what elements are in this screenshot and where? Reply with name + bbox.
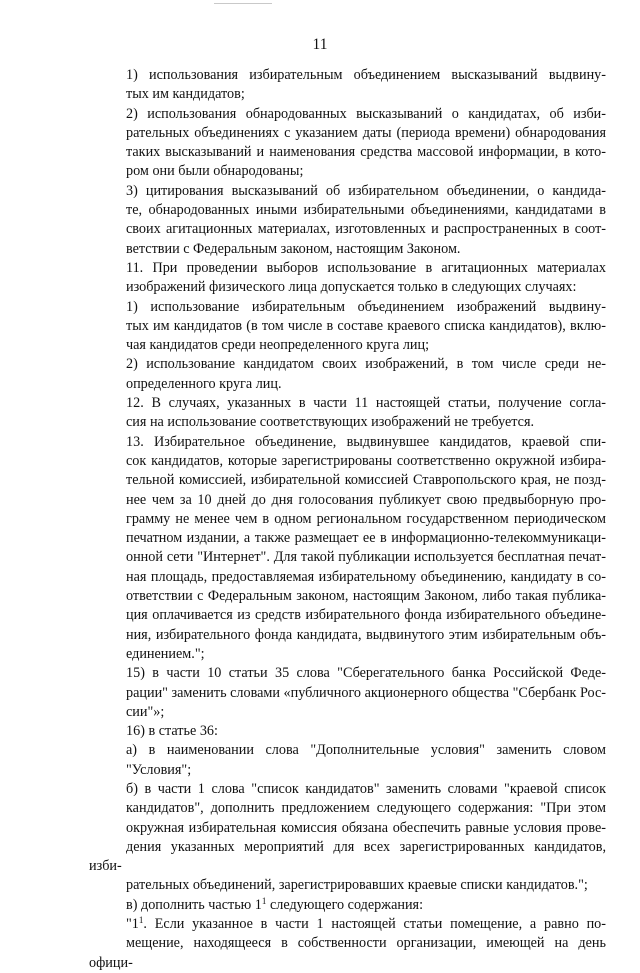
line: ния, избирательного фонда кандидата, выдвинутого этим избирательным объ- xyxy=(126,626,606,643)
paragraph-10 xyxy=(89,722,606,741)
line: окружная избирательная комиссия обязана обеспечить равные условия прове- xyxy=(126,819,606,836)
line: изображений физического лица допускается только в следующих случаях: xyxy=(126,279,577,296)
line: те, обнародованных иными избирательными объединениями, кандидатами в xyxy=(126,202,606,219)
paragraph-7 xyxy=(89,394,606,433)
line: тых им кандидатов; xyxy=(126,86,245,103)
line: рательных объединениях с указанием даты (периода времени) обнародования xyxy=(126,124,606,141)
line: 1) использования избирательным объединением высказываний выдвину- xyxy=(126,67,606,83)
line: 2) использование кандидатом своих изображений, в том числе среди не- xyxy=(126,356,606,373)
line: 12. В случаях, указанных в части 11 настоящей статьи, получение согла- xyxy=(126,395,606,412)
paragraph-11 xyxy=(89,741,606,780)
line: ответствии с Федеральным законом, настоящим Законом, либо такая публика- xyxy=(126,588,606,605)
paragraph-3 xyxy=(89,182,606,259)
line: 15) в части 10 статьи 35 слова "Сберегательного банка Российской Феде- xyxy=(126,665,606,682)
line: своих агитационных материалах, изготовленных и распространенных в соот- xyxy=(126,221,606,238)
paragraph-4 xyxy=(89,259,606,298)
paragraph-6 xyxy=(89,355,606,394)
line: тельной комиссией, избирательной комиссией Ставропольского края, не позд- xyxy=(126,472,606,489)
line: ция оплачивается из средств избирательного фонда избирательного объедине- xyxy=(126,607,606,624)
line: определенного круга лиц. xyxy=(126,375,282,392)
line: чая кандидатов среди неопределенного круга лиц; xyxy=(126,337,430,354)
text-run: в) дополнить частью 1 xyxy=(126,896,262,913)
line xyxy=(89,915,606,934)
line: ветствии с Федеральным законом, настоящим Законом. xyxy=(126,240,461,257)
paragraph-12 xyxy=(89,780,606,896)
line: тых им кандидатов (в том числе в составе краевого списка кандидатов), вклю- xyxy=(126,317,606,334)
line: кандидатов", дополнить предложением следующего содержания: "При этом xyxy=(126,800,606,817)
paragraph-quote xyxy=(89,915,606,973)
line: таких высказываний и наименования средства массовой информации, в кото- xyxy=(126,144,606,161)
line: рации" заменить словами «публичного акционерного общества "Сбербанк Рос- xyxy=(126,684,606,701)
scan-artifact xyxy=(214,3,272,6)
line: грамму не менее чем в одном региональном государственном периодическом xyxy=(126,510,606,527)
line xyxy=(89,896,606,915)
line: ная площадь, предоставляемая избирательному объединению, кандидату в со- xyxy=(126,568,606,585)
text-run: следующего содержания: xyxy=(266,896,424,913)
line: сии"»; xyxy=(126,703,165,720)
line: 11. При проведении выборов использование в агитационных материалах xyxy=(126,259,606,276)
paragraph-5 xyxy=(89,298,606,356)
text-run: "1 xyxy=(126,916,139,933)
line: мещение, находящееся в собственности организации, имеющей на день офици- xyxy=(89,935,606,971)
line: б) в части 1 слова "список кандидатов" заменить словами "краевой список xyxy=(126,780,606,797)
document-body xyxy=(89,66,606,973)
line: 3) цитирования высказываний об избирательном объединении, о кандида- xyxy=(126,182,606,199)
line: сия на использование соответствующих изображений не требуется. xyxy=(126,414,535,431)
line: онной сети "Интернет". Для такой публикации используется бесплатная печат- xyxy=(126,549,606,566)
paragraph-1 xyxy=(89,66,606,105)
line: сок кандидатов, которые зарегистрированы соответственно окружной избира- xyxy=(126,452,606,469)
line: ром они были обнародованы; xyxy=(126,163,304,180)
page-number: 11 xyxy=(312,36,328,53)
superscript: 1 xyxy=(261,895,267,906)
paragraph-8 xyxy=(89,433,606,665)
line: 16) в статье 36: xyxy=(126,723,218,740)
line: единением."; xyxy=(126,645,205,662)
superscript: 1 xyxy=(138,915,144,926)
text-run: . Если указанное в части 1 настоящей статьи помещение, а равно по- xyxy=(143,916,606,933)
paragraph-2 xyxy=(89,105,606,182)
line: 13. Избирательное объединение, выдвинувшее кандидатов, краевой спи- xyxy=(126,433,606,450)
line: нее чем за 10 дней до дня голосования публикует свою предвыборную про- xyxy=(126,491,606,508)
paragraph-9 xyxy=(89,664,606,722)
paragraph-v xyxy=(89,896,606,915)
line: 1) использование избирательным объединением изображений выдвину- xyxy=(126,298,606,315)
line: рательных объединений, зарегистрировавших краевые списки кандидатов."; xyxy=(126,877,588,894)
line: "Условия"; xyxy=(126,761,192,778)
line: печатном издании, а также размещает ее в информационно-телекоммуникаци- xyxy=(126,530,606,547)
line: дения указанных мероприятий для всех зарегистрированных кандидатов, изби- xyxy=(89,838,606,875)
line: 2) использования обнародованных высказываний о кандидатах, об изби- xyxy=(126,105,606,122)
line: а) в наименовании слова "Дополнительные условия" заменить словом xyxy=(126,742,606,759)
